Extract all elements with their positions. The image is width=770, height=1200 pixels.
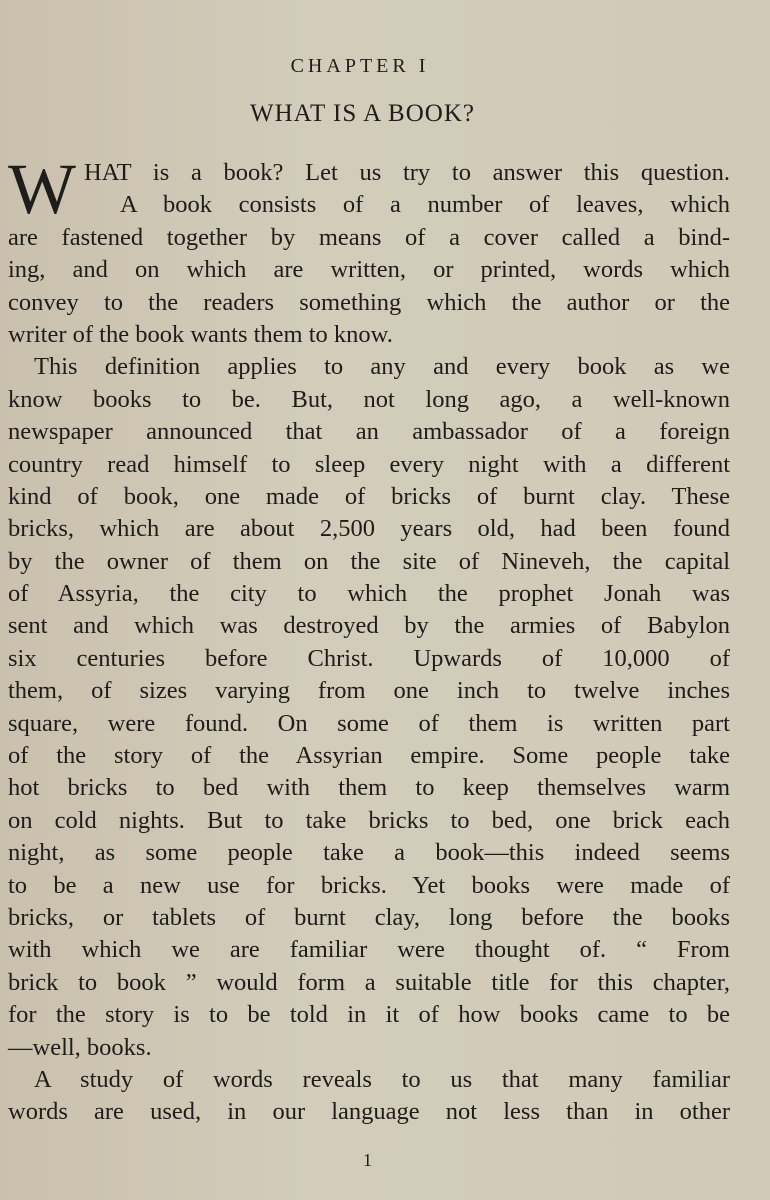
page-number: 1 [363,1150,372,1170]
text-line: hot bricks to bed with them to keep themselves warm [8,774,730,802]
text-line: know books to be. But, not long ago, a well-known [8,385,730,413]
text-line: writer of the book wants them to know. [8,320,393,348]
text-line: to be a new use for bricks. Yet books were made of [8,871,730,899]
text-line: bricks, which are about 2,500 years old, had been found [8,515,730,543]
text-line: This definition applies to any and every book as we [34,353,730,381]
text-line: sent and which was destroyed by the armies of Babylon [8,612,730,640]
text-line: six centuries before Christ. Upwards of 10,000 of [8,644,730,672]
text-line: A book consists of a number of leaves, which [120,191,730,219]
text-line: of Assyria, the city to which the prophet Jonah was [8,580,730,608]
text-line: on cold nights. But to take bricks to bed, one brick each [8,806,730,834]
text-line: bricks, or tablets of burnt clay, long before the books [8,903,730,931]
text-line: night, as some people take a book—this indeed seems [8,839,730,867]
text-line: newspaper announced that an ambassador of a foreign [8,418,730,446]
text-line: country read himself to sleep every night with a different [8,450,730,478]
drop-cap: W [8,149,76,229]
text-line: ing, and on which are written, or printed, words which [8,256,730,284]
text-line: by the owner of them on the site of Nineveh, the capital [8,547,730,575]
chapter-label: CHAPTER I [290,55,430,77]
text-line: with which we are familiar were thought of. “ From [8,936,730,964]
text-line: them, of sizes varying from one inch to twelve inches [8,677,730,705]
text-line: brick to book ” would form a suitable title for this chapter, [8,968,730,996]
text-line: HAT is a book? Let us try to answer this question. [84,159,730,186]
text-line: kind of book, one made of bricks of burnt clay. These [8,482,730,510]
body-text [8,149,730,1129]
text-line: for the story is to be told in it of how books came to be [8,1001,730,1029]
text-line: square, were found. On some of them is written part [8,709,730,737]
text-line: words are used, in our language not less than in other [8,1098,730,1126]
text-line: of the story of the Assyrian empire. Some people take [8,742,730,770]
chapter-title: WHAT IS A BOOK? [250,100,475,127]
text-line: A study of words reveals to us that many familiar [34,1065,730,1093]
text-line: are fastened together by means of a cover called a bind- [8,223,730,251]
text-line: —well, books. [8,1033,152,1061]
first-paragraph-start [8,149,730,229]
text-line: convey to the readers something which the author or the [8,288,730,316]
